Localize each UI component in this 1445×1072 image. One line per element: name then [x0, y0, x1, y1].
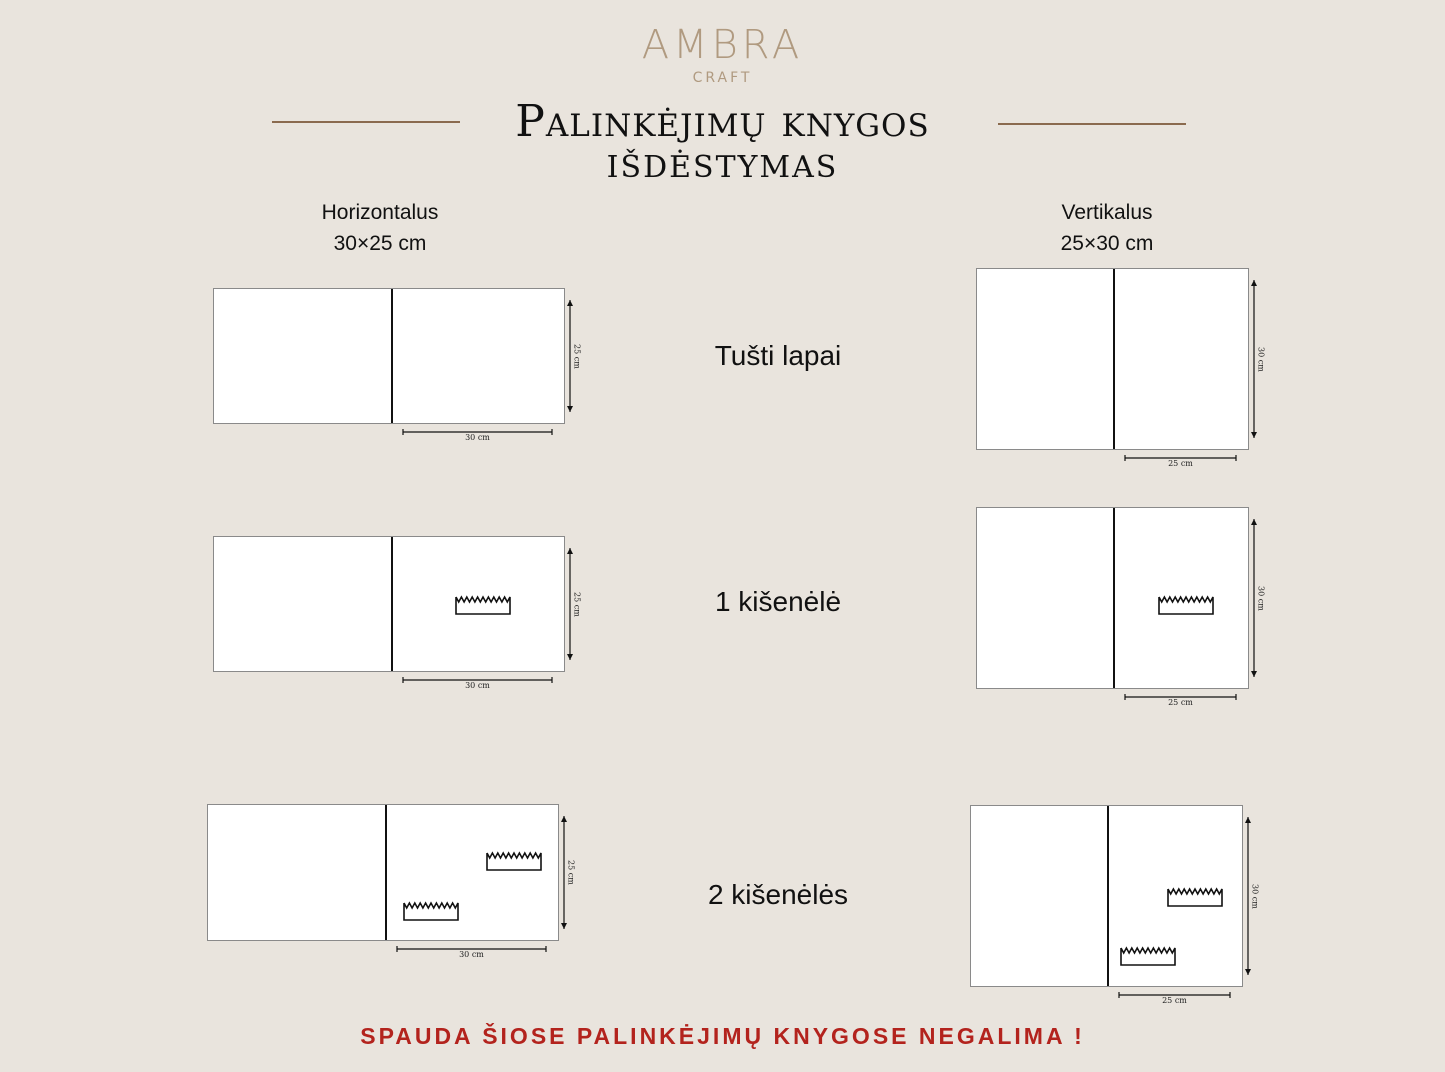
pocket-icon: [1159, 597, 1213, 614]
column-label: Vertikalus: [1061, 201, 1153, 224]
height-dimension-label: 30 cm: [1256, 585, 1266, 611]
pocket-icon: [1121, 948, 1175, 965]
width-dimension-label: 25 cm: [1162, 996, 1187, 1005]
height-dimension-label: 25 cm: [566, 860, 576, 885]
height-dimension-label: 25 cm: [572, 591, 582, 617]
width-dimension-label: 30 cm: [465, 433, 490, 442]
height-dimension-label: 25 cm: [572, 343, 582, 369]
height-dimension-label: 30 cm: [1250, 883, 1260, 909]
column-label: Horizontalus: [321, 201, 439, 224]
row-label-two-pockets: 2 kišenėlės: [707, 879, 849, 910]
row-label-blank: Tušti lapai: [714, 340, 842, 371]
pocket-icon: [487, 853, 541, 870]
column-size: 30×25 cm: [333, 232, 427, 255]
width-dimension-label: 30 cm: [465, 681, 490, 690]
pocket-icon: [1168, 889, 1222, 906]
print-notice: SPAUDA ŠIOSE PALINKĖJIMŲ KNYGOSE NEGALIMA !: [360, 1023, 1085, 1049]
column-size: 25×30 cm: [1060, 232, 1154, 255]
width-dimension-label: 30 cm: [459, 950, 484, 959]
brand-logo: AMBRA: [641, 22, 804, 68]
page-title: Palinkėjimų knygos: [515, 96, 930, 147]
height-dimension-label: 30 cm: [1256, 346, 1266, 372]
brand-sub: CRAFT: [692, 70, 753, 86]
row-label-one-pocket: 1 kišenėlė: [714, 586, 842, 617]
width-dimension-label: 25 cm: [1168, 459, 1193, 468]
pocket-icon: [456, 597, 510, 614]
pocket-icon: [404, 903, 458, 920]
width-dimension-label: 25 cm: [1168, 698, 1193, 707]
page-subtitle: IŠDĖSTYMAS: [606, 150, 839, 185]
